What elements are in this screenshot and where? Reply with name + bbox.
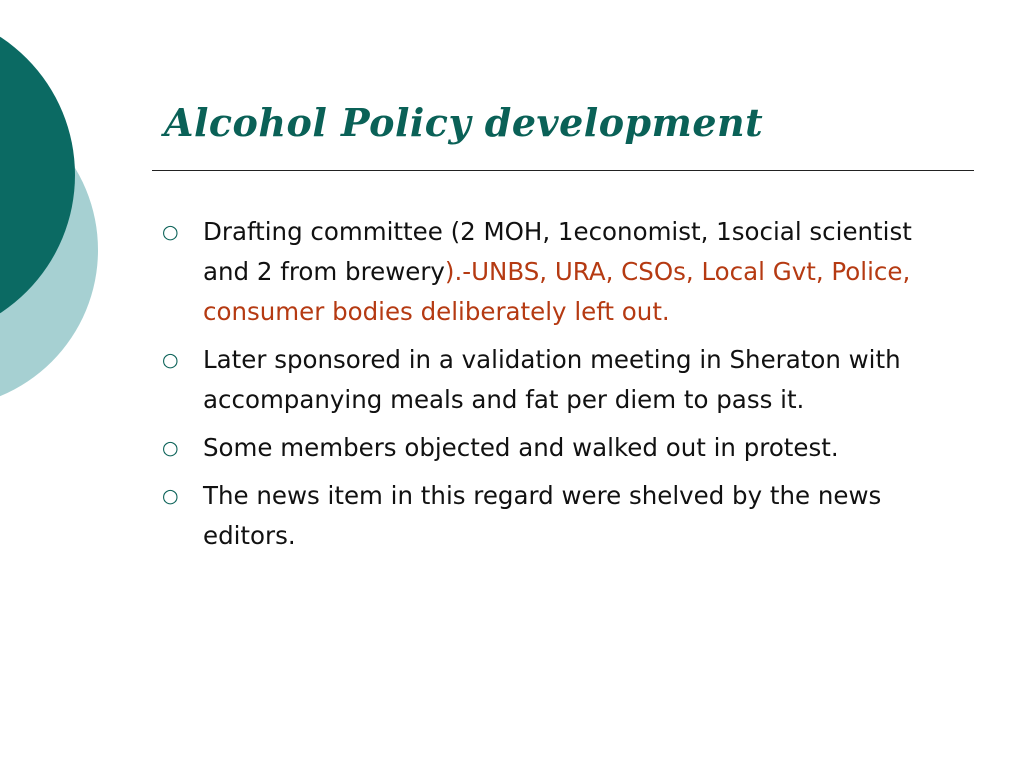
bullet-item [160, 212, 960, 332]
bullet-text: Later sponsored in a validation meeting in Sheraton with accompanying meals and fat per diem to pass it. [203, 345, 901, 414]
decorative-circles [0, 0, 110, 420]
hollow-circle-icon: ○ [162, 221, 179, 243]
bullet-item [160, 476, 960, 556]
bullet-text: Drafting committee (2 MOH, 1economist, 1social scientist and 2 from brewery [203, 217, 912, 286]
bullet-text: Some members objected and walked out in protest. [203, 433, 839, 462]
hollow-circle-icon: ○ [162, 437, 179, 459]
hollow-circle-icon: ○ [162, 485, 179, 507]
bullet-list [160, 212, 960, 564]
bullet-item [160, 340, 960, 420]
bullet-highlight-text: ).-UNBS, URA, CSOs, Local Gvt, Police, consumer bodies deliberately left out. [203, 257, 911, 326]
bullet-text: The news item in this regard were shelved by the news editors. [203, 481, 882, 550]
title-divider [152, 170, 974, 171]
bullet-item [160, 428, 960, 468]
slide-title: Alcohol Policy development [164, 100, 764, 145]
hollow-circle-icon: ○ [162, 349, 179, 371]
